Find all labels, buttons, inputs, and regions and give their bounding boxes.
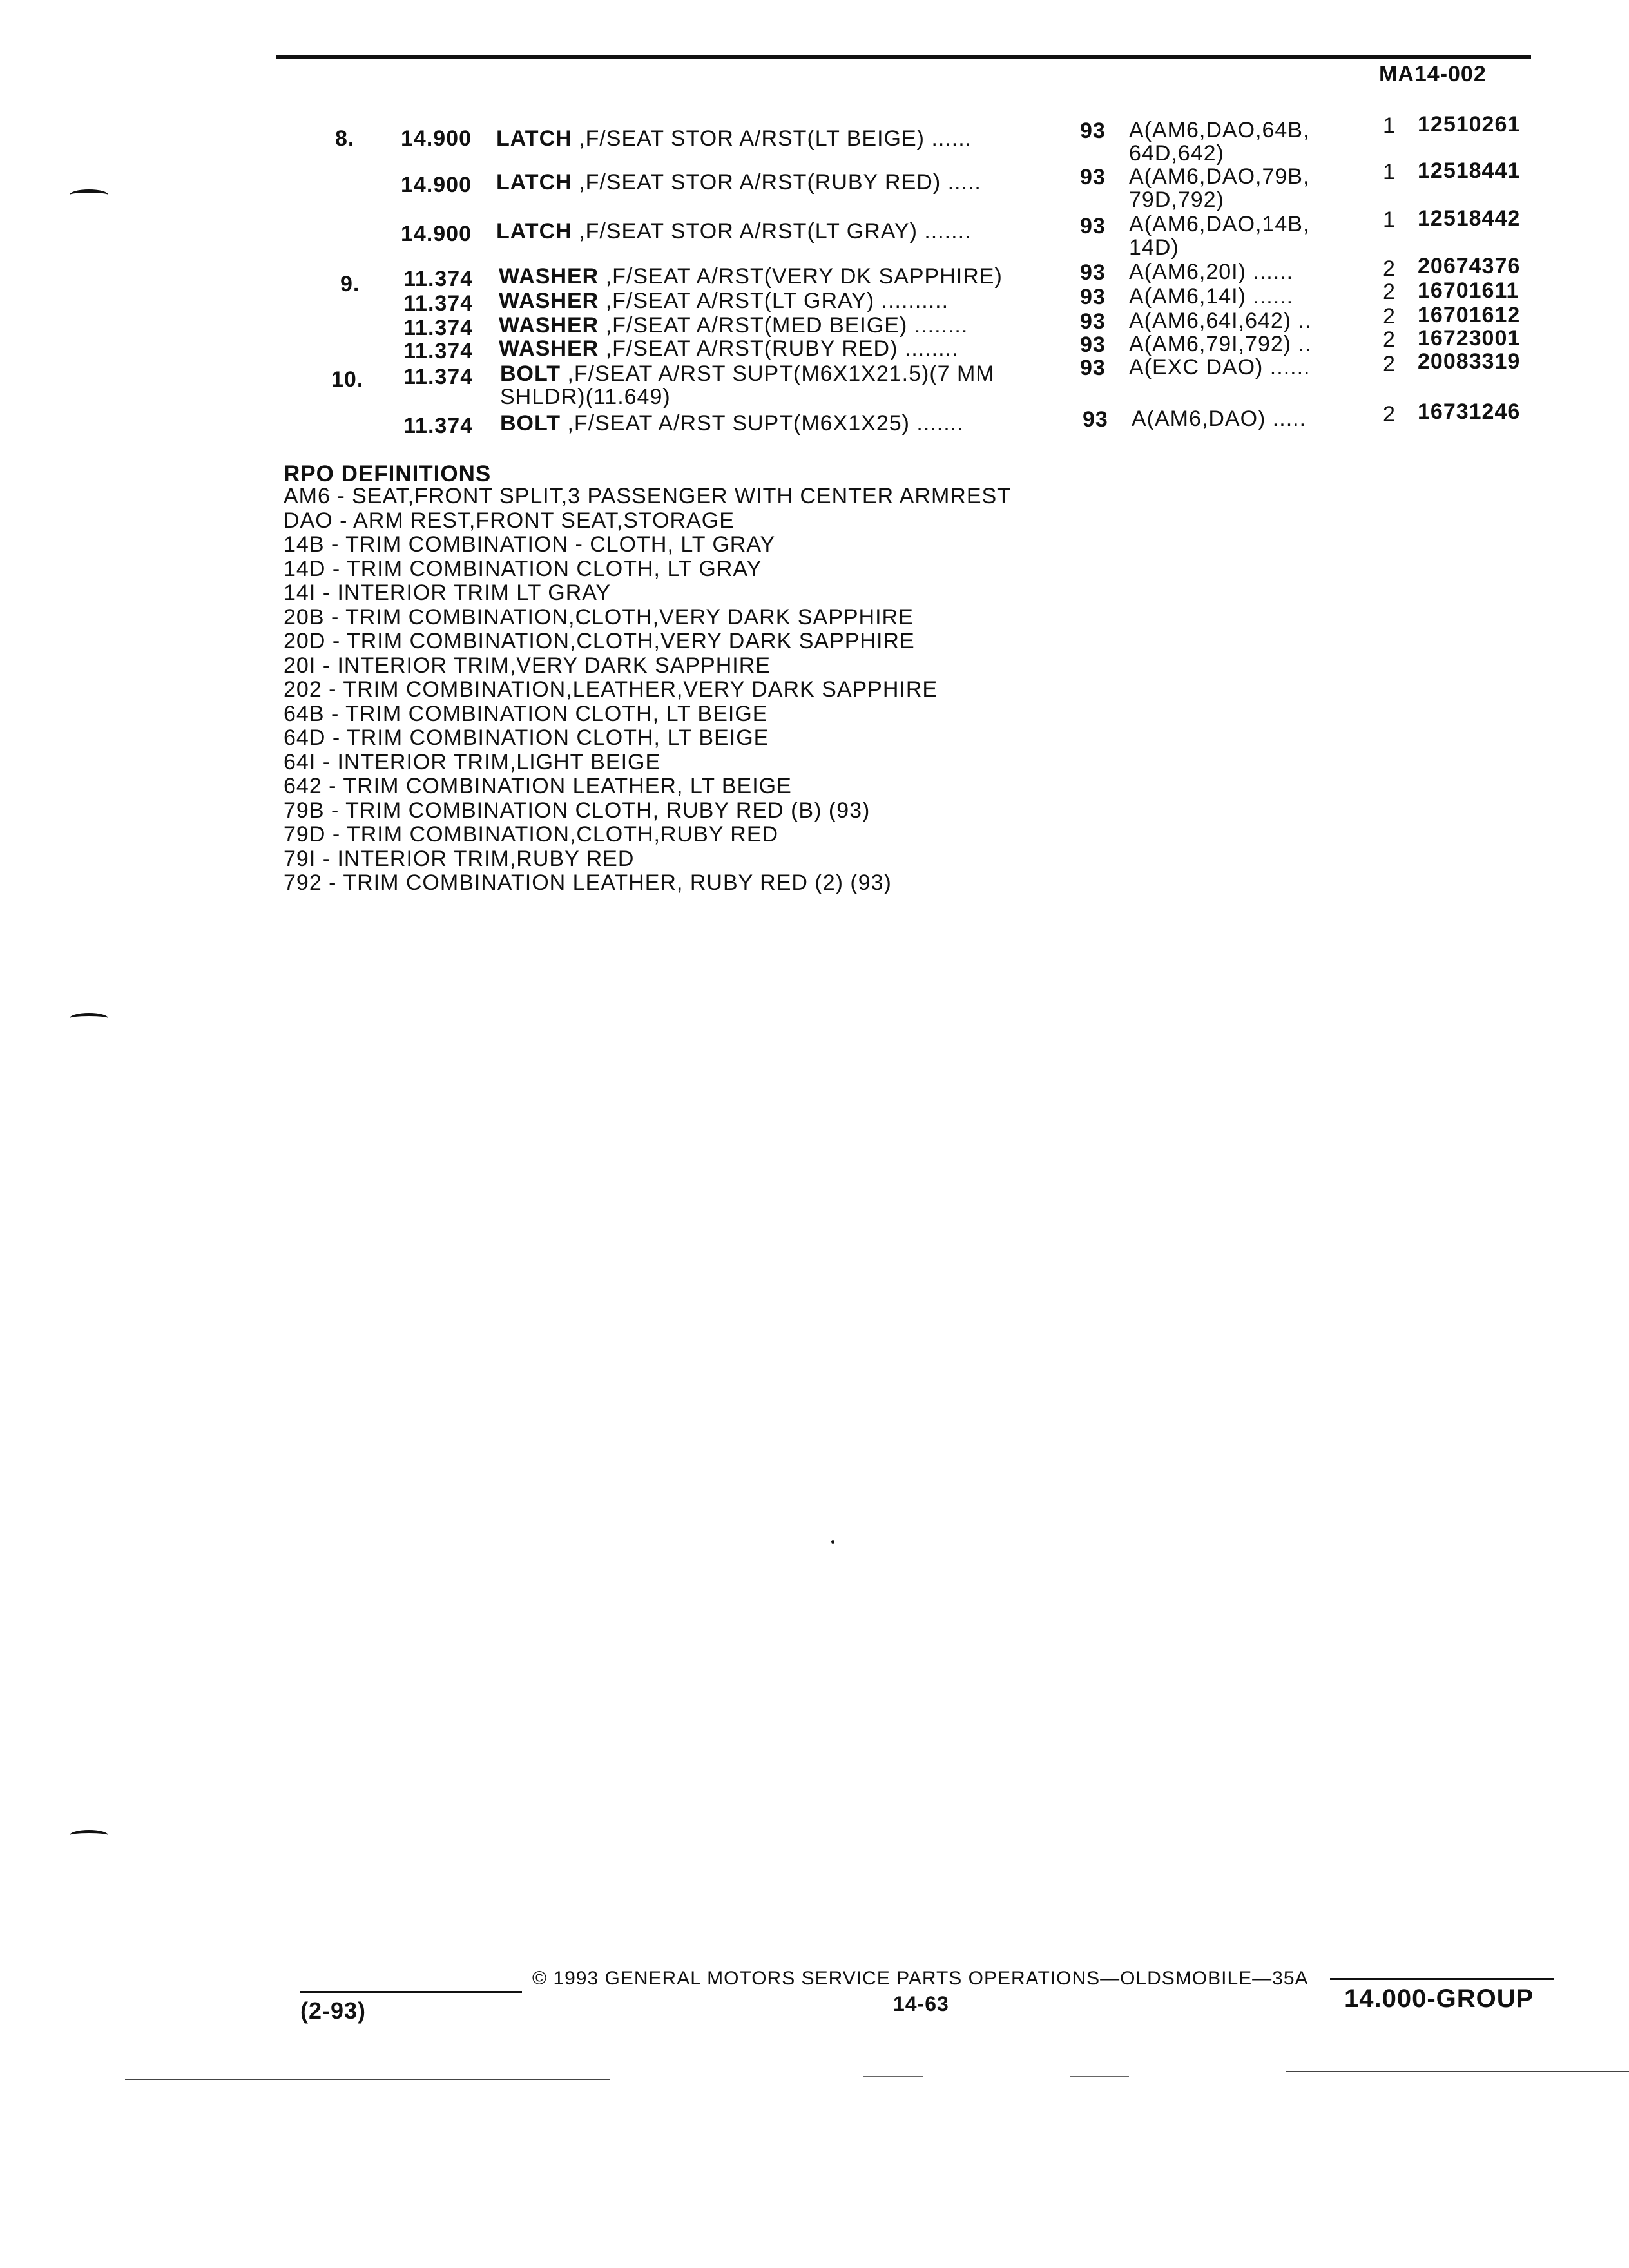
quantity: 2	[1383, 402, 1396, 427]
quantity: 2	[1383, 327, 1396, 352]
usage-code: A(AM6,DAO,64B, 64D,642)	[1129, 118, 1310, 166]
quantity: 2	[1383, 280, 1396, 304]
rpo-definition: 64D - TRIM COMBINATION CLOTH, LT BEIGE	[284, 726, 769, 750]
part-desc-text: ,F/SEAT A/RST(VERY DK SAPPHIRE)	[605, 264, 1003, 289]
usage-code: A(AM6,64I,642) ..	[1129, 309, 1312, 333]
footer-date: (2-93)	[300, 1997, 367, 2024]
model-year: 93	[1083, 407, 1108, 432]
group-number: 14.900	[401, 173, 472, 197]
part-number: 16723001	[1418, 326, 1521, 351]
page-code: MA14-002	[1379, 62, 1487, 86]
part-name: BOLT	[500, 361, 561, 386]
rpo-definition: 202 - TRIM COMBINATION,LEATHER,VERY DARK SAPPHIRE	[284, 677, 938, 702]
item-number: 9.	[340, 272, 360, 296]
part-description	[500, 362, 1028, 408]
rpo-definition: 79I - INTERIOR TRIM,RUBY RED	[284, 846, 635, 871]
scan-edge-line	[1286, 2071, 1629, 2072]
rpo-definition: 20D - TRIM COMBINATION,CLOTH,VERY DARK SAPPHIRE	[284, 629, 915, 653]
part-desc-text: ,F/SEAT A/RST(LT GRAY) ..........	[605, 289, 949, 313]
part-number: 16731246	[1418, 399, 1521, 424]
scan-edge-line	[863, 2076, 923, 2077]
rpo-definition: 20B - TRIM COMBINATION,CLOTH,VERY DARK SAPPHIRE	[284, 604, 914, 629]
footer-copyright: © 1993 GENERAL MOTORS SERVICE PARTS OPERATIONS—OLDSMOBILE—35A	[532, 1968, 1309, 1989]
group-number: 14.900	[401, 222, 472, 246]
model-year: 93	[1080, 285, 1106, 309]
rpo-definition: 792 - TRIM COMBINATION LEATHER, RUBY RED (2) (93)	[284, 870, 892, 895]
part-description	[499, 336, 1027, 361]
part-description	[496, 219, 1025, 244]
scan-speck	[831, 1540, 834, 1544]
footer-rule-right	[1330, 1978, 1554, 1980]
part-desc-text: ,F/SEAT STOR A/RST(LT GRAY) .......	[579, 219, 972, 244]
part-desc-text: ,F/SEAT A/RST(MED BEIGE) ........	[605, 313, 969, 338]
model-year: 93	[1080, 119, 1106, 143]
item-number: 10.	[331, 367, 364, 392]
rpo-definition: 64I - INTERIOR TRIM,LIGHT BEIGE	[284, 749, 661, 774]
footer-group: 14.000-GROUP	[1344, 1984, 1534, 2013]
quantity: 2	[1383, 304, 1396, 329]
quantity: 1	[1383, 207, 1396, 232]
binder-hole-mark	[70, 1830, 108, 1841]
usage-code: A(AM6,20I) ......	[1129, 260, 1294, 284]
group-number: 11.374	[403, 316, 474, 340]
binder-hole-mark	[70, 189, 108, 200]
part-number: 12518441	[1418, 159, 1521, 183]
part-name: WASHER	[499, 289, 599, 313]
part-description	[499, 289, 1027, 313]
rpo-definition: 64B - TRIM COMBINATION CLOTH, LT BEIGE	[284, 701, 768, 726]
footer-page-number: 14-63	[893, 1992, 949, 2015]
rpo-definition: AM6 - SEAT,FRONT SPLIT,3 PASSENGER WITH CENTER ARMREST	[284, 484, 1011, 508]
usage-code: A(AM6,DAO) .....	[1132, 407, 1307, 431]
usage-code: A(AM6,14I) ......	[1129, 284, 1294, 309]
rpo-definitions-title: RPO DEFINITIONS	[284, 461, 492, 486]
part-name: WASHER	[499, 264, 599, 289]
model-year: 93	[1080, 309, 1106, 334]
model-year: 93	[1080, 165, 1106, 189]
group-number: 11.374	[403, 339, 474, 363]
part-description	[499, 264, 1027, 289]
model-year: 93	[1080, 332, 1106, 357]
group-number: 11.374	[403, 365, 474, 389]
part-name: LATCH	[496, 126, 572, 151]
group-number: 11.374	[403, 267, 474, 291]
usage-code: A(EXC DAO) ......	[1129, 355, 1311, 380]
rpo-definition: 14D - TRIM COMBINATION CLOTH, LT GRAY	[284, 556, 762, 581]
usage-code: A(AM6,DAO,14B, 14D)	[1129, 212, 1310, 260]
part-desc-text: ,F/SEAT STOR A/RST(LT BEIGE) ......	[579, 126, 972, 151]
part-name: WASHER	[499, 313, 599, 338]
rpo-definition: 642 - TRIM COMBINATION LEATHER, LT BEIGE	[284, 774, 792, 798]
part-description	[500, 411, 1028, 436]
rpo-definition: DAO - ARM REST,FRONT SEAT,STORAGE	[284, 508, 735, 533]
footer-rule-left	[300, 1991, 522, 1993]
group-number: 11.374	[403, 414, 474, 438]
part-desc-text: ,F/SEAT STOR A/RST(RUBY RED) .....	[579, 170, 981, 195]
scan-edge-line	[125, 2079, 610, 2080]
part-number: 20674376	[1418, 254, 1521, 278]
quantity: 1	[1383, 160, 1396, 184]
quantity: 2	[1383, 352, 1396, 376]
part-number: 16701611	[1418, 278, 1519, 303]
rpo-definition: 14B - TRIM COMBINATION - CLOTH, LT GRAY	[284, 532, 776, 557]
part-name: LATCH	[496, 170, 572, 195]
quantity: 1	[1383, 113, 1396, 138]
part-description	[499, 313, 1027, 338]
item-number: 8.	[335, 126, 355, 151]
binder-hole-mark	[70, 1013, 108, 1024]
rpo-definitions-list	[284, 485, 1011, 896]
part-number: 20083319	[1418, 349, 1521, 374]
rpo-definition: 79D - TRIM COMBINATION,CLOTH,RUBY RED	[284, 822, 779, 847]
quantity: 2	[1383, 256, 1396, 281]
part-description	[496, 170, 1025, 195]
part-number: 12510261	[1418, 112, 1521, 137]
part-name: WASHER	[499, 336, 599, 361]
part-name: LATCH	[496, 219, 572, 244]
group-number: 11.374	[403, 291, 474, 316]
part-number: 16701612	[1418, 303, 1521, 327]
part-name: BOLT	[500, 411, 561, 436]
part-desc-text: ,F/SEAT A/RST SUPT(M6X1X21.5)(7 MM SHLDR)(11.649)	[500, 361, 995, 409]
rpo-definition: 79B - TRIM COMBINATION CLOTH, RUBY RED (B) (93)	[284, 798, 871, 823]
usage-code: A(AM6,79I,792) ..	[1129, 332, 1312, 356]
part-desc-text: ,F/SEAT A/RST(RUBY RED) ........	[605, 336, 959, 361]
top-rule	[276, 55, 1531, 59]
part-description	[496, 126, 1025, 151]
model-year: 93	[1080, 356, 1106, 380]
usage-code: A(AM6,DAO,79B, 79D,792)	[1129, 164, 1310, 212]
rpo-definition: 20I - INTERIOR TRIM,VERY DARK SAPPHIRE	[284, 653, 771, 678]
rpo-definition: 14I - INTERIOR TRIM LT GRAY	[284, 581, 612, 605]
part-number: 12518442	[1418, 206, 1521, 231]
part-desc-text: ,F/SEAT A/RST SUPT(M6X1X25) .......	[567, 411, 964, 436]
scan-edge-line	[1070, 2076, 1129, 2077]
group-number: 14.900	[401, 126, 472, 151]
model-year: 93	[1080, 214, 1106, 238]
model-year: 93	[1080, 260, 1106, 285]
